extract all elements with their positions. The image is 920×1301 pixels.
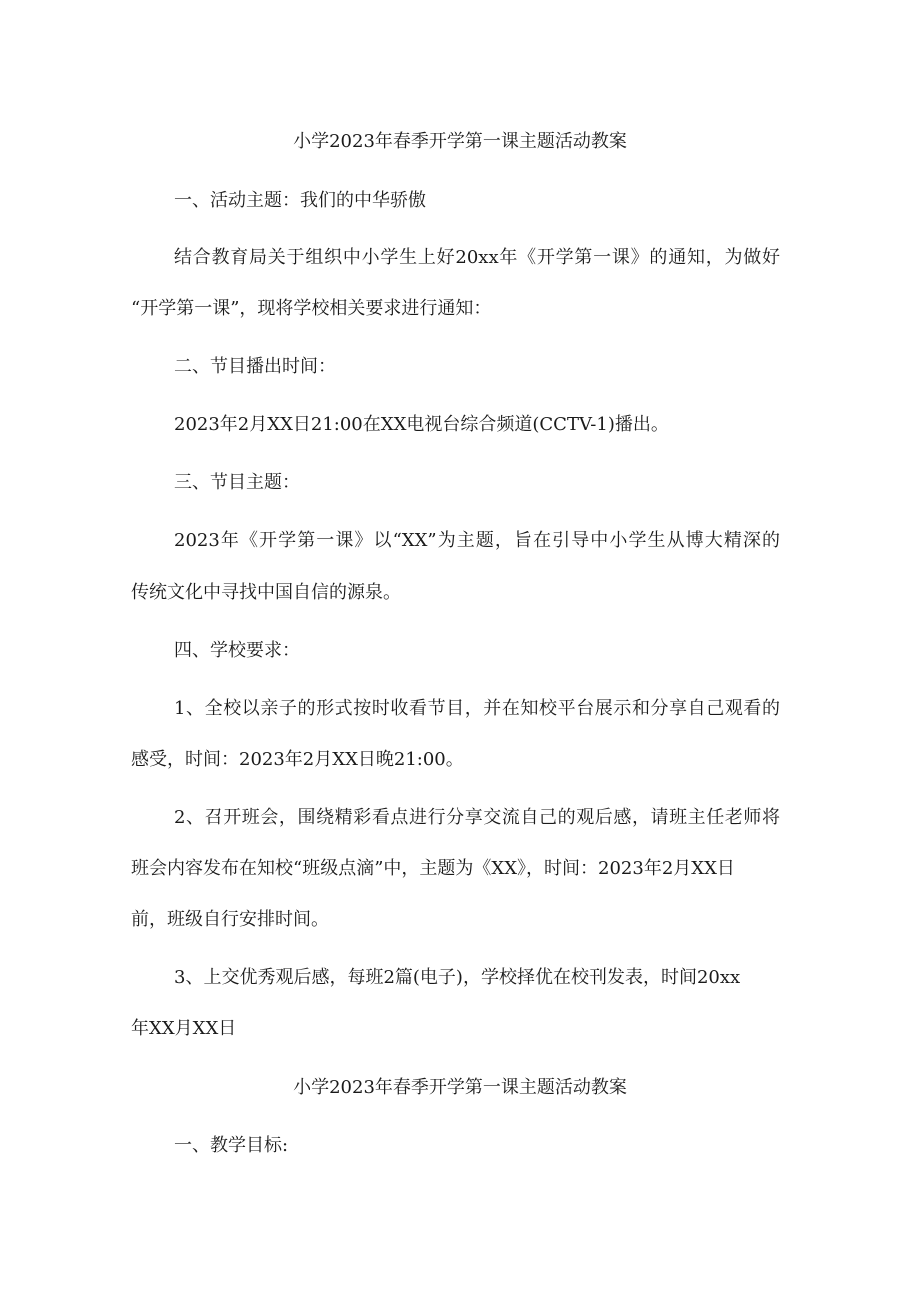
document-title-second: 小学2023年春季开学第一课主题活动教案 (293, 1077, 627, 1098)
list-item-line: 2、召开班会，围绕精彩看点进行分享交流自己的观后感，请班主任老师将 (174, 807, 780, 828)
list-item-line: 前，班级自行安排时间。 (131, 909, 329, 930)
list-item-line: 3、上交优秀观后感，每班2篇(电子)，学校择优在校刊发表，时间20xx (174, 967, 741, 988)
section-heading-activity-theme: 一、活动主题：我们的中华骄傲 (174, 190, 426, 211)
section-heading-school-requirements: 四、学校要求： (174, 640, 300, 661)
paragraph-line: 2023年《开学第一课》以“XX”为主题，旨在引导中小学生从博大精深的 (174, 530, 780, 551)
paragraph-line: 2023年2月XX日21:00在XX电视台综合频道(CCTV-1)播出。 (174, 414, 669, 435)
list-item-line: 班会内容发布在知校“班级点滴”中，主题为《XX》，时间：2023年2月XX日 (131, 858, 735, 879)
paragraph-line: “开学第一课”，现将学校相关要求进行通知： (131, 298, 492, 319)
section-heading-program-theme: 三、节目主题： (174, 472, 300, 493)
list-item-line: 年XX月XX日 (131, 1018, 237, 1039)
document-title: 小学2023年春季开学第一课主题活动教案 (293, 131, 627, 152)
paragraph-line: 结合教育局关于组织中小学生上好20xx年《开学第一课》的通知，为做好 (174, 247, 780, 268)
list-item-line: 1、全校以亲子的形式按时收看节目，并在知校平台展示和分享自己观看的 (174, 698, 780, 719)
paragraph-line: 传统文化中寻找中国自信的源泉。 (131, 582, 401, 603)
list-item-line: 感受，时间：2023年2月XX日晚21:00。 (131, 749, 464, 770)
section-heading-broadcast-time: 二、节目播出时间： (174, 356, 336, 377)
section-heading-teaching-goals: 一、教学目标: (174, 1135, 289, 1156)
